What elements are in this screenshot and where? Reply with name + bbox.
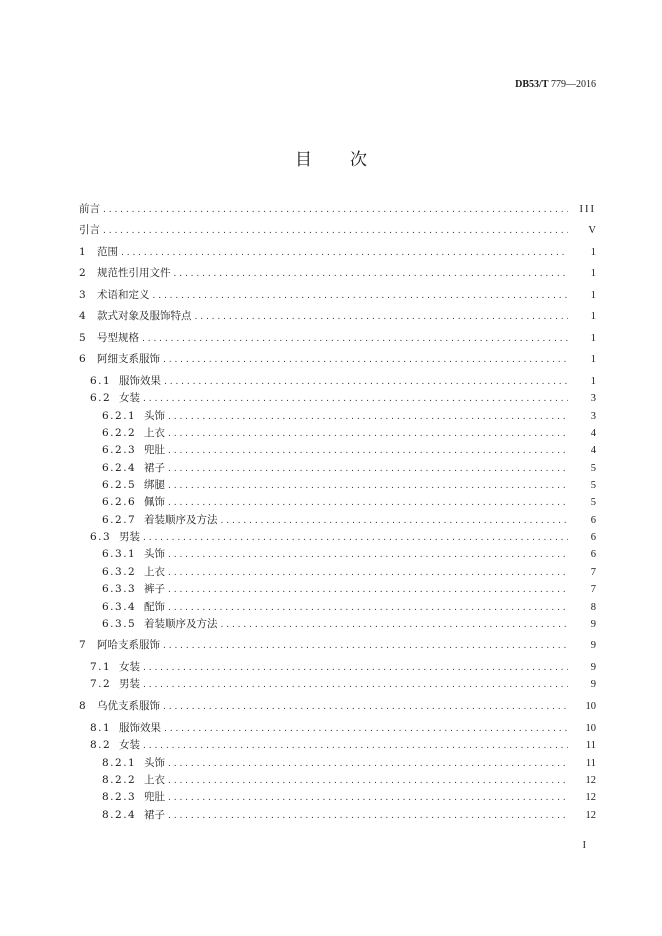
toc-entry-page: 1 [590, 333, 596, 344]
toc-entry[interactable] [79, 223, 596, 238]
toc-entry-number: 6.3.4 [102, 601, 137, 613]
toc-leader-dots [168, 444, 568, 458]
toc-entry-title: 裙子 [144, 809, 165, 821]
toc-entry-number: 6.3.3 [102, 583, 137, 595]
toc-entry-number: 8 [79, 700, 86, 712]
toc-entry-number: 6.2.5 [102, 479, 137, 491]
toc-entry-title: 阿细支系服饰 [97, 353, 160, 365]
toc-entry[interactable] [79, 309, 596, 324]
toc-entry-page: 5 [590, 480, 596, 491]
toc-entry-page: 1 [590, 290, 596, 301]
toc-entry-page: 9 [590, 619, 596, 630]
toc-entry[interactable] [79, 699, 596, 714]
toc-entry-title: 服饰效果 [119, 375, 161, 387]
toc-entry-title: 头饰 [144, 410, 165, 422]
toc-entry-number: 6.2.2 [102, 427, 137, 439]
toc-entry[interactable] [102, 600, 596, 615]
toc-entry[interactable] [79, 331, 596, 346]
toc-entry-number: 6.2.6 [102, 496, 137, 508]
toc-entry-page: 11 [585, 740, 596, 751]
toc-entry-page: 7 [590, 567, 596, 578]
toc-leader-dots [142, 332, 568, 346]
toc-entry[interactable] [79, 352, 596, 367]
toc-entry-title: 男装 [119, 531, 140, 543]
toc-entry-title: 号型规格 [97, 332, 139, 344]
toc-entry[interactable] [102, 790, 596, 805]
toc-entry-title: 绑腿 [144, 479, 165, 491]
toc-entry-page: 10 [585, 701, 596, 712]
toc-entry-number: 6.2 [90, 392, 112, 404]
toc-leader-dots [121, 246, 568, 260]
toc-entry-number: 7.1 [90, 661, 112, 673]
toc-entry-page: 12 [585, 810, 596, 821]
toc-entry[interactable] [79, 288, 596, 303]
toc-entry[interactable] [102, 617, 596, 632]
toc-leader-dots [195, 310, 569, 324]
page-number: I [582, 840, 586, 851]
toc-leader-dots [143, 531, 568, 545]
toc-entry[interactable] [90, 391, 596, 406]
toc-entry-title: 上衣 [144, 774, 165, 786]
toc-leader-dots [221, 618, 569, 632]
toc-entry[interactable] [90, 738, 596, 753]
toc-entry-page: 3 [590, 411, 596, 422]
toc-leader-dots [168, 757, 568, 771]
toc-entry[interactable] [79, 245, 596, 260]
toc-leader-dots [168, 462, 568, 476]
toc-entry-page: V [588, 225, 596, 236]
toc-leader-dots [103, 203, 568, 217]
toc-entry-page: 9 [590, 640, 596, 651]
toc-entry-title: 乌优支系服饰 [97, 700, 160, 712]
standard-code: DB53/T [515, 79, 549, 90]
toc-entry-title: 着装顺序及方法 [144, 514, 218, 526]
toc-entry-number: 6.1 [90, 375, 112, 387]
toc-entry-number: 6.3.5 [102, 618, 137, 630]
toc-entry[interactable] [102, 547, 596, 562]
toc-entry-page: 8 [590, 602, 596, 613]
toc-entry[interactable] [102, 461, 596, 476]
toc-entry[interactable] [102, 513, 596, 528]
toc-leader-dots [143, 392, 568, 406]
toc-entry-number: 5 [79, 332, 86, 344]
toc-entry-title: 头饰 [144, 757, 165, 769]
toc-entry-page: III [579, 204, 596, 215]
toc-entry[interactable] [102, 756, 596, 771]
toc-entry-number: 4 [79, 310, 86, 322]
toc-entry-title: 裙子 [144, 462, 165, 474]
toc-leader-dots [143, 661, 568, 675]
toc-entry-page: 1 [590, 311, 596, 322]
toc-entry-title: 引言 [79, 224, 100, 236]
toc-entry-title: 术语和定义 [97, 289, 150, 301]
toc-entry[interactable] [79, 266, 596, 281]
toc-entry-number: 6.2.3 [102, 444, 137, 456]
toc-entry[interactable] [102, 808, 596, 823]
toc-entry-title: 头饰 [144, 548, 165, 560]
toc-leader-dots [221, 514, 569, 528]
toc-entry[interactable] [79, 202, 596, 217]
toc-leader-dots [168, 791, 568, 805]
toc-leader-dots [168, 548, 568, 562]
toc-entry-title: 兜肚 [144, 791, 165, 803]
toc-leader-dots [168, 496, 568, 510]
toc-entry-title: 规范性引用文件 [97, 267, 171, 279]
toc-entry[interactable] [102, 426, 596, 441]
page-title: 目次 [295, 150, 405, 170]
toc-entry-page: 1 [590, 247, 596, 258]
toc-entry-title: 前言 [79, 203, 100, 215]
toc-entry-page: 10 [585, 723, 596, 734]
toc-entry-title: 上衣 [144, 566, 165, 578]
toc-leader-dots [153, 289, 569, 303]
toc-entry-number: 6.2.1 [102, 410, 137, 422]
toc-entry-number: 8.2.4 [102, 809, 137, 821]
toc-entry[interactable] [102, 582, 596, 597]
toc-entry-number: 6.3.1 [102, 548, 137, 560]
toc-entry-page: 12 [585, 775, 596, 786]
toc-leader-dots [168, 601, 568, 615]
toc-entry[interactable] [102, 409, 596, 424]
toc-leader-dots [168, 774, 568, 788]
toc-entry-number: 6.3 [90, 531, 112, 543]
toc-entry-page: 6 [590, 549, 596, 560]
toc-entry-page: 9 [590, 679, 596, 690]
toc-entry-number: 8.1 [90, 722, 112, 734]
toc-entry-title: 兜肚 [144, 444, 165, 456]
toc-leader-dots [168, 566, 568, 580]
toc-entry[interactable] [79, 638, 596, 653]
toc-entry-page: 7 [590, 584, 596, 595]
toc-entry-page: 1 [590, 376, 596, 387]
toc-leader-dots [174, 267, 569, 281]
toc-entry[interactable] [102, 443, 596, 458]
toc-entry[interactable] [90, 530, 596, 545]
toc-entry[interactable] [90, 677, 596, 692]
toc-entry-title: 阿哈支系服饰 [97, 639, 160, 651]
toc-entry-title: 配饰 [144, 601, 165, 613]
toc-entry[interactable] [102, 773, 596, 788]
toc-entry-number: 3 [79, 289, 86, 301]
standard-number: 779—2016 [551, 79, 596, 90]
toc-entry[interactable] [90, 721, 596, 736]
toc-entry-page: 1 [590, 354, 596, 365]
toc-entry[interactable] [90, 660, 596, 675]
toc-leader-dots [164, 375, 568, 389]
toc-entry-page: 9 [590, 662, 596, 673]
toc-entry-number: 8.2 [90, 739, 112, 751]
toc-entry-page: 12 [585, 792, 596, 803]
toc-entry-page: 5 [590, 497, 596, 508]
toc-entry-page: 4 [590, 445, 596, 456]
toc-leader-dots [168, 583, 568, 597]
toc-leader-dots [168, 479, 568, 493]
toc-leader-dots [168, 410, 568, 424]
toc-entry-number: 6.2.7 [102, 514, 137, 526]
toc-entry-number: 6.2.4 [102, 462, 137, 474]
toc-entry[interactable] [102, 478, 596, 493]
toc-leader-dots [143, 678, 568, 692]
toc-entry-page: 4 [590, 428, 596, 439]
toc-entry-number: 6.3.2 [102, 566, 137, 578]
toc-entry-title: 佩饰 [144, 496, 165, 508]
toc-leader-dots [143, 739, 568, 753]
toc-entry-title: 款式对象及服饰特点 [97, 310, 192, 322]
toc-entry-page: 5 [590, 463, 596, 474]
toc-entry-title: 着装顺序及方法 [144, 618, 218, 630]
toc-leader-dots [163, 353, 568, 367]
toc-entry[interactable] [102, 565, 596, 580]
toc-entry-title: 女装 [119, 392, 140, 404]
toc-entry-number: 7.2 [90, 678, 112, 690]
toc-entry-page: 11 [585, 758, 596, 769]
toc-entry-number: 2 [79, 267, 86, 279]
toc-entry[interactable] [102, 495, 596, 510]
toc-entry-title: 上衣 [144, 427, 165, 439]
toc-entry-number: 8.2.2 [102, 774, 137, 786]
toc-entry-page: 6 [590, 515, 596, 526]
toc-entry-title: 女装 [119, 739, 140, 751]
toc-leader-dots [103, 224, 568, 238]
toc-leader-dots [168, 427, 568, 441]
toc-entry-page: 3 [590, 393, 596, 404]
toc-entry-title: 服饰效果 [119, 722, 161, 734]
toc-entry-title: 范围 [97, 246, 118, 258]
toc-leader-dots [163, 700, 568, 714]
toc-entry[interactable] [90, 374, 596, 389]
toc-entry-number: 7 [79, 639, 86, 651]
toc-entry-number: 6 [79, 353, 86, 365]
toc-entry-title: 女装 [119, 661, 140, 673]
toc-leader-dots [163, 639, 568, 653]
toc-entry-page: 6 [590, 532, 596, 543]
toc-entry-page: 1 [590, 268, 596, 279]
toc-leader-dots [164, 722, 568, 736]
toc-entry-title: 男装 [119, 678, 140, 690]
toc-entry-number: 8.2.3 [102, 791, 137, 803]
toc-entry-title: 裤子 [144, 583, 165, 595]
toc-leader-dots [168, 809, 568, 823]
toc-entry-number: 1 [79, 246, 86, 258]
toc-entry-number: 8.2.1 [102, 757, 137, 769]
